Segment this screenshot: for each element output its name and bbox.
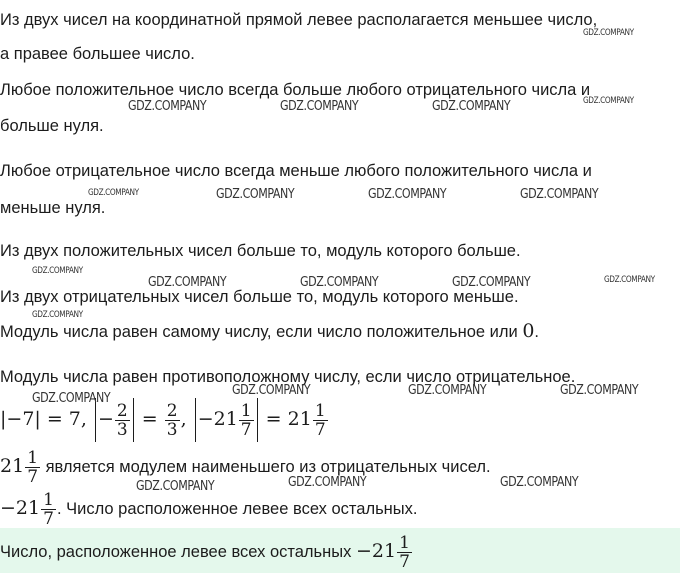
mixed-whole: −21 bbox=[0, 497, 41, 519]
fraction bbox=[239, 402, 254, 439]
rule-line-6: меньше нуля. bbox=[0, 199, 106, 217]
rule-line-1: Из двух чисел на координатной прямой левее располагается меньшее число, bbox=[0, 11, 598, 29]
fraction-num: 2 bbox=[166, 400, 178, 421]
mixed-whole: −21 bbox=[355, 540, 397, 562]
watermark: GDZ.COMPANY bbox=[452, 274, 531, 290]
rule-line-9 bbox=[0, 321, 539, 342]
rule-line-5: Любое отрицательное число всегда меньше любого положительного числа и bbox=[0, 162, 592, 180]
mixed-whole: 21 bbox=[0, 455, 25, 477]
fraction-den: 7 bbox=[314, 419, 326, 440]
fraction-num: 1 bbox=[43, 490, 54, 511]
abs-bar bbox=[195, 398, 196, 442]
fraction bbox=[25, 449, 40, 486]
formula-part-1: |−7| = 7, bbox=[0, 408, 87, 430]
watermark: GDZ.COMPANY bbox=[136, 478, 215, 494]
fraction bbox=[41, 491, 56, 528]
watermark: GDZ.COMPANY bbox=[500, 474, 579, 490]
fraction-den: 7 bbox=[240, 419, 252, 440]
fraction-num: 1 bbox=[240, 400, 252, 421]
watermark: GDZ.COMPANY bbox=[408, 382, 487, 398]
watermark: GDZ.COMPANY bbox=[520, 186, 599, 202]
rule-line-9-end: . bbox=[534, 323, 540, 341]
rule-line-3: Любое положительное число всегда больше любого отрицательного числа и bbox=[0, 81, 591, 99]
answer-text: Число, расположенное левее всех остальных bbox=[0, 543, 352, 561]
mixed-whole: −21 bbox=[197, 408, 238, 430]
watermark: GDZ.COMPANY bbox=[368, 186, 447, 202]
watermark: GDZ.COMPANY bbox=[32, 310, 83, 320]
fraction-num: 1 bbox=[399, 533, 410, 554]
fraction bbox=[165, 402, 180, 439]
watermark: GDZ.COMPANY bbox=[280, 98, 359, 114]
fraction-num: 1 bbox=[27, 448, 39, 469]
conclusion-text-1: является модулем наименьшего из отрицательных чисел. bbox=[45, 458, 491, 476]
zero-value: 0 bbox=[522, 320, 535, 342]
watermark: GDZ.COMPANY bbox=[148, 274, 227, 290]
watermark: GDZ.COMPANY bbox=[32, 266, 83, 276]
fraction-den: 3 bbox=[116, 419, 128, 440]
watermark: GDZ.COMPANY bbox=[232, 382, 311, 398]
rule-line-10: Модуль числа равен противоположному числу, если число отрицательное. bbox=[0, 368, 576, 386]
rule-line-8: Из двух отрицательных чисел больше то, модуль которого меньше. bbox=[0, 288, 519, 306]
fraction-den: 7 bbox=[399, 552, 410, 573]
equals-21: = 21 bbox=[265, 408, 312, 430]
abs-bar bbox=[257, 398, 258, 442]
watermark: GDZ.COMPANY bbox=[288, 474, 367, 490]
watermark: GDZ.COMPANY bbox=[216, 186, 295, 202]
watermark: GDZ.COMPANY bbox=[604, 275, 655, 285]
fraction bbox=[397, 534, 412, 571]
watermark: GDZ.COMPANY bbox=[432, 98, 511, 114]
fraction bbox=[115, 402, 130, 439]
fraction bbox=[313, 402, 328, 439]
rule-line-2: а правее большее число. bbox=[0, 45, 195, 63]
watermark: GDZ.COMPANY bbox=[300, 274, 379, 290]
watermark: GDZ.COMPANY bbox=[128, 98, 207, 114]
conclusion-text-2: . Число расположенное левее всех остальных. bbox=[56, 500, 418, 518]
rule-line-4: больше нуля. bbox=[0, 117, 104, 135]
conclusion-line-1 bbox=[0, 444, 491, 489]
abs-bar bbox=[133, 398, 134, 442]
watermark: GDZ.COMPANY bbox=[32, 390, 111, 406]
rule-line-9-text: Модуль числа равен самому числу, если число положительное или bbox=[0, 323, 518, 341]
watermark: GDZ.COMPANY bbox=[583, 96, 634, 106]
answer-line bbox=[0, 529, 413, 574]
fraction-den: 3 bbox=[166, 419, 178, 440]
fraction-num: 1 bbox=[314, 400, 326, 421]
rule-line-7: Из двух положительных чисел больше то, модуль которого больше. bbox=[0, 242, 521, 260]
watermark: GDZ.COMPANY bbox=[88, 188, 139, 198]
comma: , bbox=[180, 408, 187, 430]
watermark: GDZ.COMPANY bbox=[583, 28, 634, 38]
watermark: GDZ.COMPANY bbox=[560, 382, 639, 398]
minus-sign: − bbox=[98, 408, 114, 430]
fraction-den: 7 bbox=[43, 509, 54, 530]
fraction-den: 7 bbox=[27, 467, 39, 488]
equals-sign: = bbox=[141, 408, 158, 430]
fraction-num: 2 bbox=[116, 400, 128, 421]
